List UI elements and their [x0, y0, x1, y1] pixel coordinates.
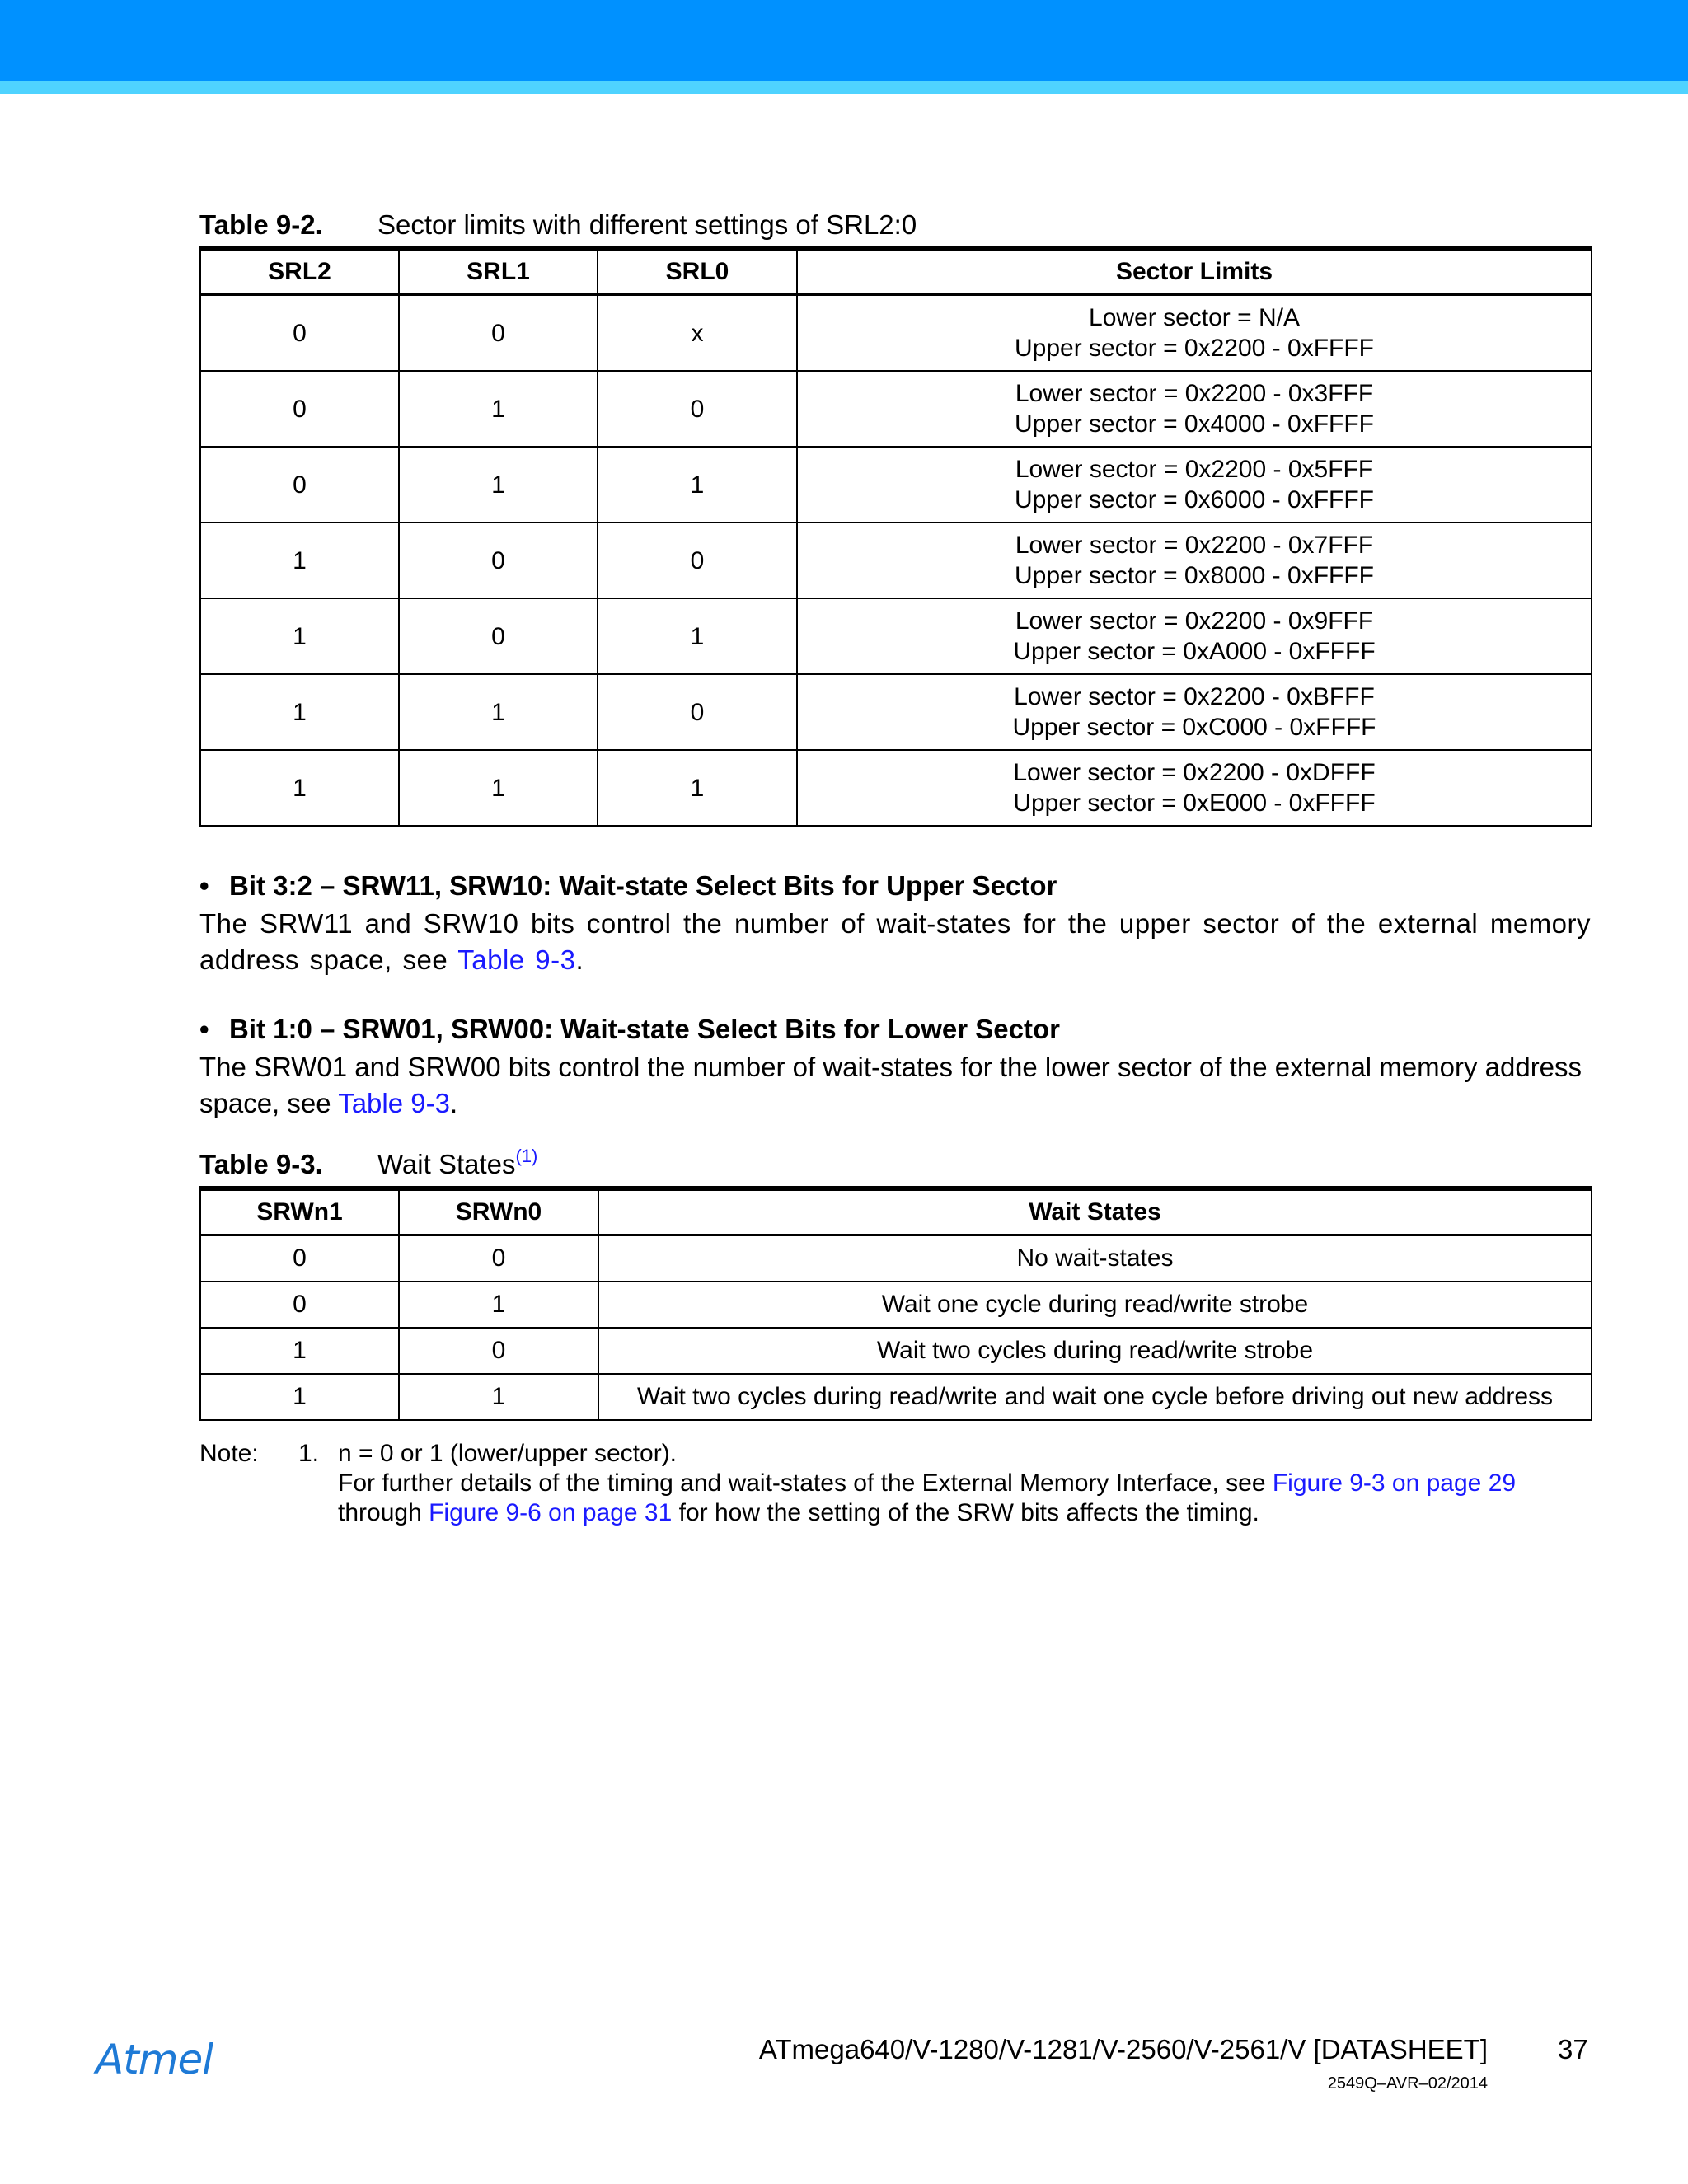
lower-sector: Lower sector = 0x2200 - 0xDFFF — [1013, 759, 1376, 786]
table-row — [200, 750, 1592, 826]
srl1-cell: 1 — [399, 371, 598, 447]
page-number: 37 — [1558, 2034, 1588, 2064]
section-heading-text: Bit 3:2 – SRW11, SRW10: Wait-state Select Bits for Upper Sector — [229, 870, 1057, 901]
paragraph-text: The SRW11 and SRW10 bits control the number of wait-states for the upper sector of the external memory address space, see — [199, 908, 1591, 975]
srwn1-cell: 0 — [200, 1282, 399, 1328]
header-banner — [0, 0, 1688, 81]
srl2-cell: 1 — [200, 674, 399, 750]
srl0-cell: 1 — [598, 750, 797, 826]
wait-states-cell: No wait-states — [598, 1235, 1592, 1282]
srwn0-cell: 1 — [399, 1282, 598, 1328]
column-header-sector-limits: Sector Limits — [797, 248, 1592, 295]
note-line-2 — [338, 1469, 1599, 1498]
srl1-cell: 1 — [399, 674, 598, 750]
sector-limits-cell — [797, 750, 1592, 826]
note-text: through — [338, 1499, 429, 1526]
paragraph-upper-sector — [199, 906, 1591, 978]
upper-sector: Upper sector = 0x8000 - 0xFFFF — [1015, 562, 1374, 589]
srl2-cell: 1 — [200, 598, 399, 674]
table-row — [200, 674, 1592, 750]
table-9-2-number: Table 9-2. — [199, 209, 323, 240]
bullet-icon: • — [199, 870, 209, 901]
footnote-ref[interactable]: (1) — [515, 1146, 538, 1166]
srl0-cell: 0 — [598, 523, 797, 598]
table-9-2-title: Sector limits with different settings of SRL2:0 — [377, 209, 917, 240]
srl0-cell: 0 — [598, 674, 797, 750]
sector-limits-cell — [797, 674, 1592, 750]
table-9-3-number: Table 9-3. — [199, 1149, 323, 1179]
srl2-cell: 0 — [200, 295, 399, 372]
sector-limits-cell — [797, 598, 1592, 674]
srl0-cell: x — [598, 295, 797, 372]
table-row — [200, 1374, 1592, 1420]
table-9-2 — [199, 246, 1592, 827]
srwn1-cell: 0 — [200, 1235, 399, 1282]
sector-limits-cell — [797, 447, 1592, 523]
column-header-srwn0: SRWn0 — [399, 1188, 598, 1235]
figure-9-3-link[interactable]: Figure 9-3 on page 29 — [1272, 1469, 1517, 1497]
column-header-srl0: SRL0 — [598, 248, 797, 295]
srl1-cell: 0 — [399, 598, 598, 674]
wait-states-cell: Wait two cycles during read/write and wait one cycle before driving out new address — [598, 1374, 1592, 1420]
section-heading-text: Bit 1:0 – SRW01, SRW00: Wait-state Select Bits for Lower Sector — [229, 1014, 1060, 1044]
table-9-3-title: Wait States — [377, 1149, 516, 1179]
srl0-cell: 1 — [598, 447, 797, 523]
lower-sector: Lower sector = 0x2200 - 0x3FFF — [1015, 380, 1374, 407]
srl1-cell: 1 — [399, 750, 598, 826]
srl0-cell: 1 — [598, 598, 797, 674]
srl2-cell: 1 — [200, 523, 399, 598]
table-row — [200, 295, 1592, 372]
column-header-srl2: SRL2 — [200, 248, 399, 295]
srwn1-cell: 1 — [200, 1374, 399, 1420]
table-header-row — [200, 248, 1592, 295]
sector-limits-cell — [797, 295, 1592, 372]
srl1-cell: 0 — [399, 523, 598, 598]
section-heading-lower-sector — [199, 1013, 1060, 1046]
table-row — [200, 447, 1592, 523]
column-header-srwn1: SRWn1 — [200, 1188, 399, 1235]
upper-sector: Upper sector = 0x2200 - 0xFFFF — [1015, 335, 1374, 362]
table-9-2-caption — [199, 209, 917, 241]
paragraph-text-end: . — [575, 944, 584, 975]
wait-states-cell: Wait one cycle during read/write strobe — [598, 1282, 1592, 1328]
header-banner-stripe — [0, 81, 1688, 94]
srl2-cell: 0 — [200, 371, 399, 447]
table-row — [200, 598, 1592, 674]
wait-states-cell: Wait two cycles during read/write strobe — [598, 1328, 1592, 1374]
lower-sector: Lower sector = 0x2200 - 0xBFFF — [1014, 683, 1375, 710]
table-row — [200, 371, 1592, 447]
paragraph-lower-sector — [199, 1049, 1591, 1122]
figure-9-6-link[interactable]: Figure 9-6 on page 31 — [429, 1499, 673, 1526]
srl2-cell: 1 — [200, 750, 399, 826]
document-code: 2549Q–AVR–02/2014 — [1327, 2074, 1488, 2093]
bullet-icon: • — [199, 1014, 209, 1044]
paragraph-text-end: . — [449, 1088, 458, 1118]
note-line-3 — [338, 1498, 1599, 1528]
upper-sector: Upper sector = 0x6000 - 0xFFFF — [1015, 486, 1374, 513]
table-9-3-link[interactable]: Table 9-3 — [457, 944, 576, 975]
upper-sector: Upper sector = 0x4000 - 0xFFFF — [1015, 410, 1374, 438]
column-header-srl1: SRL1 — [399, 248, 598, 295]
srl1-cell: 0 — [399, 295, 598, 372]
sector-limits-cell — [797, 371, 1592, 447]
note-number: 1. — [298, 1440, 320, 1467]
srl0-cell: 0 — [598, 371, 797, 447]
note-body — [338, 1439, 1599, 1528]
srwn0-cell: 1 — [399, 1374, 598, 1420]
note-line-1: n = 0 or 1 (lower/upper sector). — [338, 1440, 678, 1467]
upper-sector: Upper sector = 0xE000 - 0xFFFF — [1013, 790, 1376, 817]
table-row — [200, 1235, 1592, 1282]
paragraph-text: The SRW01 and SRW00 bits control the number of wait-states for the lower sector of the external memory address space, see — [199, 1052, 1582, 1118]
srl2-cell: 0 — [200, 447, 399, 523]
table-9-3 — [199, 1186, 1592, 1421]
note-text: For further details of the timing and wait-states of the External Memory Interface, see — [338, 1469, 1273, 1497]
upper-sector: Upper sector = 0xC000 - 0xFFFF — [1012, 714, 1376, 741]
srl1-cell: 1 — [399, 447, 598, 523]
table-header-row — [200, 1188, 1592, 1235]
document-title: ATmega640/V-1280/V-1281/V-2560/V-2561/V [DATASHEET] — [758, 2034, 1488, 2064]
lower-sector: Lower sector = N/A — [1089, 304, 1300, 331]
srwn0-cell: 0 — [399, 1235, 598, 1282]
upper-sector: Upper sector = 0xA000 - 0xFFFF — [1013, 638, 1376, 665]
atmel-logo: Atmel — [96, 2036, 213, 2083]
note-text: for how the setting of the SRW bits affects the timing. — [672, 1499, 1259, 1526]
srwn1-cell: 1 — [200, 1328, 399, 1374]
section-heading-upper-sector — [199, 869, 1057, 902]
sector-limits-cell — [797, 523, 1592, 598]
table-row — [200, 523, 1592, 598]
column-header-wait-states: Wait States — [598, 1188, 1592, 1235]
table-row — [200, 1328, 1592, 1374]
table-9-3-link[interactable]: Table 9-3 — [338, 1088, 450, 1118]
lower-sector: Lower sector = 0x2200 - 0x7FFF — [1015, 532, 1374, 559]
table-9-3-caption — [199, 1148, 537, 1181]
srwn0-cell: 0 — [399, 1328, 598, 1374]
lower-sector: Lower sector = 0x2200 - 0x9FFF — [1015, 607, 1374, 635]
note-label: Note: — [199, 1440, 259, 1467]
lower-sector: Lower sector = 0x2200 - 0x5FFF — [1015, 456, 1374, 483]
table-row — [200, 1282, 1592, 1328]
